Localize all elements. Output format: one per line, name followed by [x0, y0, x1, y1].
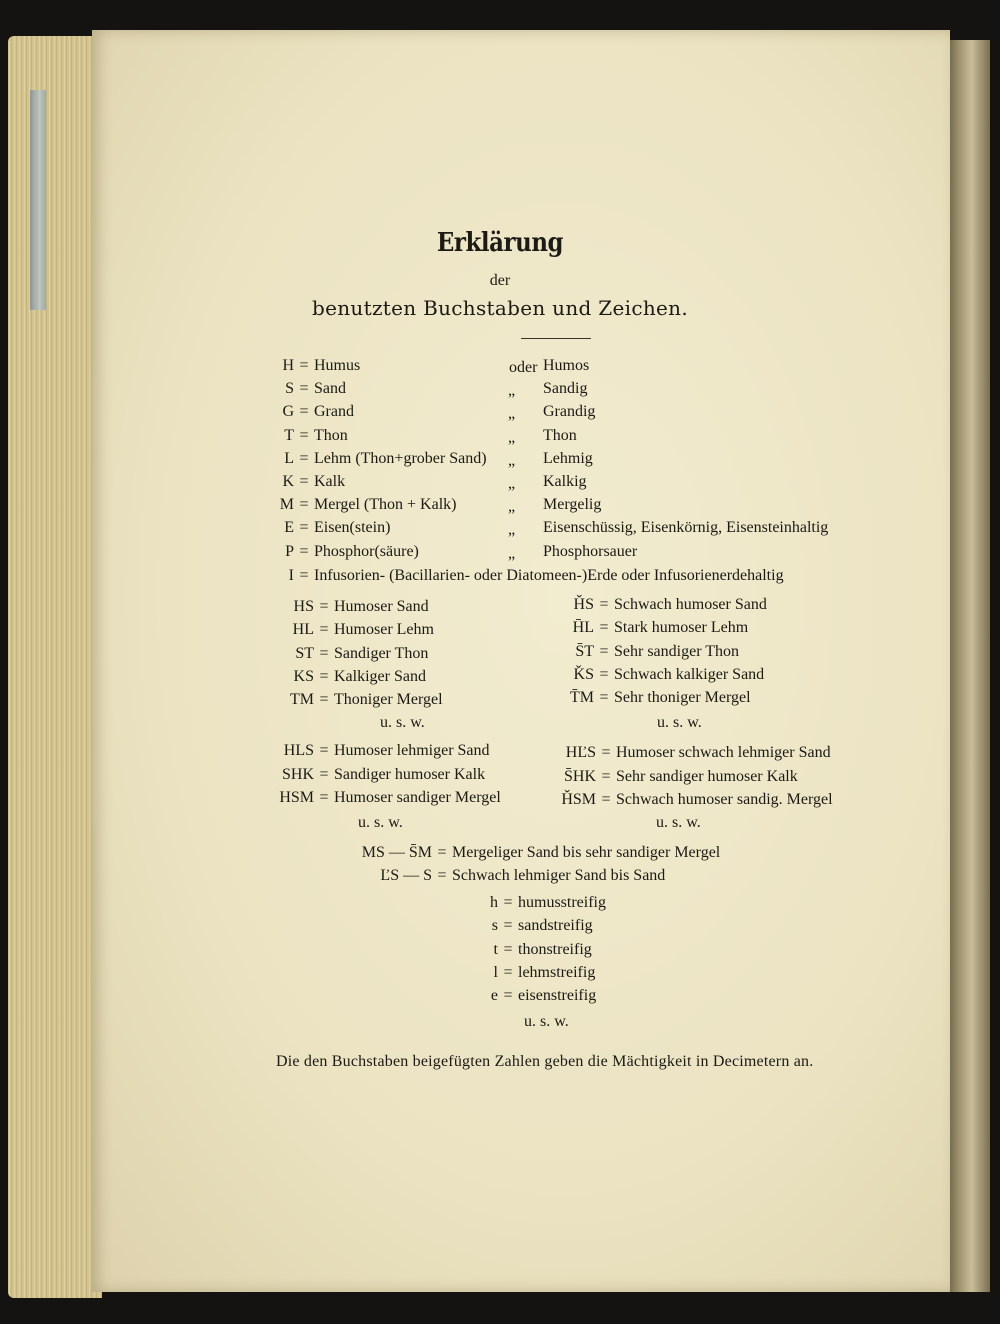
triple-left-0-equals: = [319, 742, 329, 759]
combo-left-4-desc: Thoniger Mergel [334, 691, 443, 709]
triple-right-0 [546, 743, 831, 763]
main-entry-7-equals: = [299, 519, 309, 537]
main-entry-3-abbr: T [284, 426, 294, 444]
triple-right-1-abbr: S̄HK [563, 767, 596, 785]
binding-edge [944, 40, 990, 1292]
main-entry-2-desc: Grand [314, 403, 354, 421]
combo-right-0-abbr: ȞS [573, 596, 594, 613]
combo-right-2-abbr: S̄T [575, 642, 594, 660]
main-entry-5-abbr: K [282, 473, 294, 490]
combo-left-0-desc: Humoser Sand [334, 598, 429, 615]
range-0 [360, 843, 720, 863]
page-footnote: Die den Buchstaben beigefügten Zahlen geben die Mächtigkeit in Decimetern an. [276, 1053, 814, 1070]
combo-right-3-equals: = [599, 665, 609, 683]
combo-right-1 [548, 618, 748, 638]
triple-left-0 [266, 741, 490, 761]
streak-1-equals: = [503, 917, 513, 935]
triple-right-0-equals: = [601, 744, 611, 761]
main-entry-1-abbr: S [285, 380, 294, 398]
streak-2 [478, 940, 592, 960]
triple-right-2-abbr: ȞSM [561, 791, 596, 808]
main-entry-2 [268, 402, 354, 422]
book-page [92, 30, 950, 1292]
combo-left-1-abbr: HL [292, 621, 314, 639]
combo-left-3-equals: = [319, 667, 329, 685]
combo-right-1-desc: Stark humoser Lehm [614, 619, 749, 637]
usw-right-1: u. s. w. [657, 714, 702, 731]
main-entry-8 [268, 542, 419, 562]
streak-3-abbr: l [493, 963, 498, 981]
streak-4-equals: = [503, 987, 513, 1005]
triple-left-0-abbr: HLS [283, 742, 314, 759]
main-entry-0-or: oder [509, 359, 538, 376]
triple-left-0-desc: Humoser lehmiger Sand [334, 742, 490, 759]
main-entry-3-or: „ [508, 428, 516, 446]
triple-left-1-equals: = [319, 765, 329, 783]
triple-left-1-desc: Sandiger humoser Kalk [334, 765, 486, 783]
combo-left-2-equals: = [319, 644, 329, 662]
triple-left-1 [266, 765, 485, 785]
triple-left-2-abbr: HSM [279, 789, 314, 806]
main-entry-3-equals: = [299, 426, 309, 444]
main-entry-8-or: „ [508, 544, 516, 562]
combo-right-1-abbr: H̄L [572, 619, 594, 637]
streak-4-desc: eisenstreifig [518, 987, 597, 1005]
main-entry-1-desc: Sand [314, 380, 346, 398]
streak-3-desc: lehmstreifig [518, 963, 596, 981]
combo-left-1 [276, 620, 434, 640]
main-entry-infusorien-abbr: I [288, 567, 294, 584]
main-entry-2-alt: Grandig [543, 403, 596, 421]
range-0-desc: Mergeliger Sand bis sehr sandiger Mergel [452, 844, 721, 861]
main-entry-6-abbr: M [279, 496, 294, 514]
page-subheading: der [489, 272, 511, 289]
combo-right-0-desc: Schwach humoser Sand [614, 596, 767, 613]
usw-right-2: u. s. w. [656, 814, 701, 831]
usw-bottom: u. s. w. [524, 1013, 569, 1030]
streak-1 [478, 916, 593, 936]
main-entry-0-abbr: H [282, 357, 294, 374]
streak-1-desc: sandstreifig [518, 917, 593, 935]
range-1-equals: = [437, 867, 447, 884]
main-entry-2-abbr: G [282, 403, 294, 421]
main-entry-1-alt: Sandig [543, 380, 588, 398]
main-entry-6-equals: = [299, 496, 309, 514]
streak-1-abbr: s [491, 917, 498, 935]
main-entry-0-desc: Humus [314, 357, 361, 374]
streak-0 [478, 893, 606, 913]
page-stack-edge [8, 36, 102, 1298]
main-entry-8-abbr: P [285, 542, 294, 560]
combo-left-3-desc: Kalkiger Sand [334, 667, 426, 685]
usw-left-1: u. s. w. [380, 714, 425, 731]
main-entry-4-or: „ [508, 451, 516, 469]
main-entry-1-or: „ [508, 382, 516, 400]
range-1 [360, 866, 665, 886]
title-rule [521, 338, 591, 339]
main-entry-1 [268, 379, 346, 399]
combo-right-2 [548, 642, 739, 662]
main-entry-8-alt: Phosphorsauer [543, 542, 638, 560]
triple-right-0-desc: Humoser schwach lehmiger Sand [616, 744, 831, 761]
combo-right-4-abbr: T̄M [570, 689, 594, 707]
combo-left-2-abbr: ST [295, 644, 314, 662]
triple-right-1 [546, 767, 798, 787]
range-0-equals: = [437, 844, 447, 861]
main-entry-5-desc: Kalk [314, 473, 346, 490]
main-entry-6-alt: Mergelig [543, 496, 602, 514]
main-entry-0-equals: = [299, 357, 309, 374]
combo-left-0-equals: = [319, 598, 329, 615]
triple-left-2-desc: Humoser sandiger Mergel [334, 789, 501, 806]
main-entry-3-alt: Thon [543, 426, 577, 444]
main-entry-5-alt: Kalkig [543, 473, 587, 490]
main-entry-infusorien-equals: = [299, 567, 309, 584]
main-entry-4-desc: Lehm (Thon+grober Sand) [314, 449, 487, 467]
page-subtitle: benutzten Buchstaben und Zeichen. [312, 296, 688, 320]
combo-right-4-desc: Sehr thoniger Mergel [614, 689, 751, 707]
combo-right-3-abbr: ǨS [573, 665, 594, 683]
range-1-abbr: ĽS — S [380, 867, 432, 884]
main-entry-8-desc: Phosphor(säure) [314, 542, 419, 560]
main-entry-7-desc: Eisen(stein) [314, 519, 391, 537]
combo-right-3-desc: Schwach kalkiger Sand [614, 665, 765, 683]
main-entry-6 [268, 495, 456, 515]
main-entry-4-equals: = [299, 449, 309, 467]
triple-left-1-abbr: SHK [281, 765, 314, 783]
streak-4 [478, 986, 596, 1006]
main-entry-7-alt: Eisenschüssig, Eisenkörnig, Eisensteinhaltig [543, 519, 829, 537]
combo-left-1-desc: Humoser Lehm [334, 621, 434, 639]
triple-right-1-desc: Sehr sandiger humoser Kalk [616, 767, 798, 785]
main-entry-5-equals: = [299, 473, 309, 490]
combo-left-1-equals: = [319, 621, 329, 639]
combo-right-2-desc: Sehr sandiger Thon [614, 642, 740, 660]
main-entry-3-desc: Thon [314, 426, 348, 444]
streak-4-abbr: e [490, 987, 498, 1005]
main-entry-5-or: „ [508, 475, 516, 492]
streak-0-equals: = [503, 894, 513, 911]
main-entry-7-abbr: E [284, 519, 294, 537]
streak-2-equals: = [503, 940, 513, 958]
main-entry-infusorien-desc: Infusorien- (Bacillarien- oder Diatomeen-)Erde oder Infusorienerdehaltig [314, 567, 784, 584]
combo-right-1-equals: = [599, 619, 609, 637]
combo-right-3 [548, 665, 764, 685]
combo-right-0 [548, 595, 767, 615]
main-entry-2-equals: = [299, 403, 309, 421]
main-entry-0-alt: Humos [543, 357, 590, 374]
main-entry-1-equals: = [299, 380, 309, 398]
triple-left-2-equals: = [319, 789, 329, 806]
main-entry-6-desc: Mergel (Thon + Kalk) [314, 496, 457, 514]
main-entry-8-equals: = [299, 542, 309, 560]
combo-left-0 [276, 597, 429, 617]
range-0-abbr: MS — S̄M [361, 844, 432, 861]
triple-right-1-equals: = [601, 767, 611, 785]
streak-3 [478, 963, 595, 983]
main-entry-2-or: „ [508, 405, 516, 423]
streak-0-desc: humusstreifig [518, 894, 606, 911]
combo-left-2-desc: Sandiger Thon [334, 644, 429, 662]
main-entry-infusorien [268, 566, 784, 586]
triple-right-2-desc: Schwach humoser sandig. Mergel [616, 791, 833, 808]
main-entry-7-or: „ [508, 521, 516, 539]
combo-right-4-equals: = [599, 689, 609, 707]
combo-left-3-abbr: KS [293, 667, 314, 685]
combo-left-4-equals: = [319, 691, 329, 709]
main-entry-4 [268, 449, 487, 469]
range-1-desc: Schwach lehmiger Sand bis Sand [452, 867, 666, 884]
page-heading: Erklärung [436, 228, 564, 258]
combo-left-4-abbr: TM [290, 691, 314, 709]
triple-right-2 [546, 790, 833, 810]
main-entry-4-alt: Lehmig [543, 449, 593, 467]
main-entry-3 [268, 426, 348, 446]
combo-right-2-equals: = [599, 642, 609, 660]
combo-left-4 [276, 690, 443, 710]
streak-0-abbr: h [490, 894, 498, 911]
main-entry-6-or: „ [508, 498, 516, 516]
combo-left-3 [276, 667, 426, 687]
streak-3-equals: = [503, 963, 513, 981]
usw-left-2: u. s. w. [358, 814, 403, 831]
main-entry-7 [268, 518, 390, 538]
combo-left-0-abbr: HS [293, 598, 314, 615]
streak-2-abbr: t [493, 940, 498, 958]
combo-left-2 [276, 644, 428, 664]
main-entry-5 [268, 472, 345, 492]
combo-right-0-equals: = [599, 596, 609, 613]
triple-right-2-equals: = [601, 791, 611, 808]
main-entry-0 [268, 356, 360, 376]
streak-2-desc: thonstreifig [518, 940, 592, 958]
triple-left-2 [266, 788, 501, 808]
triple-right-0-abbr: HĽS [565, 744, 596, 761]
combo-right-4 [548, 688, 751, 708]
main-entry-4-abbr: L [284, 449, 294, 467]
